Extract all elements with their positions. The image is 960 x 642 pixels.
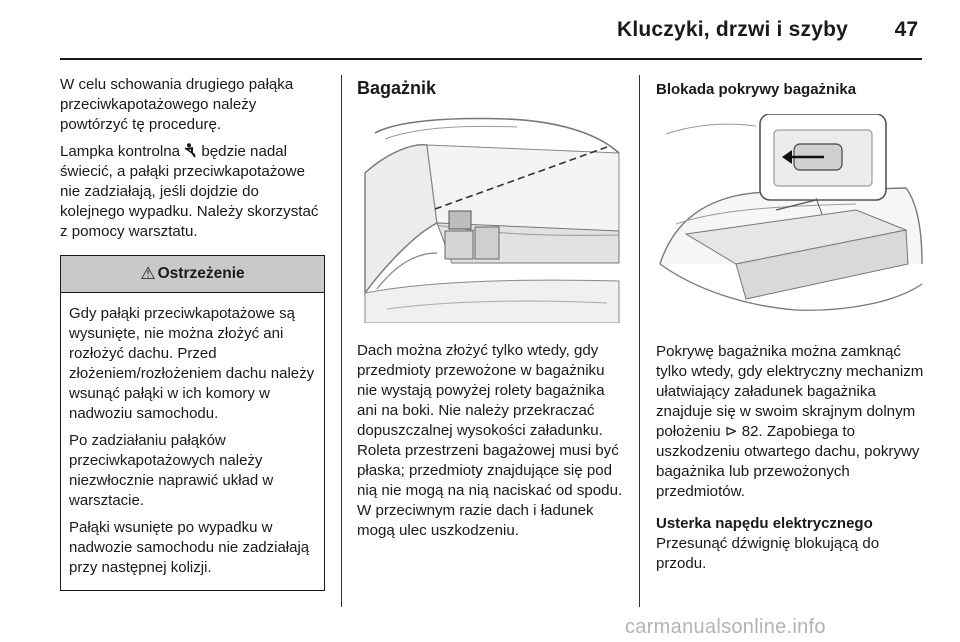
paragraph: Dach można złożyć tylko wtedy, gdy przedmioty przewożone w bagażniku nie wystają powyżej rolety bagażnika ani na boki. Nie należy przekraczać dopuszczalnej wysokości załadunku. Roleta przestrzeni bagażowej musi być płaska; przedmioty znajdujące się pod nią nie mogą na nią naciskać od spodu. W przeciwnym razie dach i ładunek mogą ulec uszkodzeniu. [357, 342, 623, 539]
warning-paragraph: Po zadziałaniu pałąków przeciwkapotażowych należy niezwłocznie naprawić układ w warsztacie. [69, 432, 274, 509]
page-reference[interactable]: 82. [741, 423, 763, 440]
column-divider-right [639, 75, 640, 607]
page-reference-arrow-icon: ⊳ [724, 423, 738, 440]
warning-title: Ostrzeżenie [157, 265, 245, 282]
column-3 [656, 75, 924, 574]
warning-paragraph: Gdy pałąki przeciwkapotażowe są wysunięte, nie można złożyć ani rozłożyć dachu. Przed złożeniem/rozłożeniem dachu należy wsunąć pałąki w ich komory w nadwoziu samochodu. [69, 305, 315, 422]
warning-paragraph: Pałąki wsunięte po wypadku w nadwozie samochodu nie zadziałają przy następnej kolizji. [69, 519, 310, 576]
seat-belt-icon [184, 143, 197, 160]
warning-header [61, 256, 324, 293]
subsection-title: Usterka napędu elektrycznego [656, 515, 873, 532]
page-number: 47 [894, 18, 918, 41]
trunk-lock-illustration [656, 114, 924, 324]
paragraph: Pokrywę bagażnika można zamknąć tylko wtedy, gdy elektryczny mechanizm ułatwiający załadunek bagażnika znajduje się w swoim skrajnym dolnym położeniu ⊳ 82. Zapobiega to uszkodzeniu otwartego dachu, pokrywy bagażnika lub przewożonych przedmiotów. [656, 343, 924, 500]
paragraph: Przesunąć dźwignię blokującą do przodu. [656, 535, 880, 572]
column-2 [357, 75, 625, 541]
trunk-illustration [357, 113, 625, 323]
column-1 [60, 75, 325, 591]
column-divider-left [341, 75, 342, 607]
warning-body [61, 293, 324, 590]
page-header-title: Kluczyki, drzwi i szyby [616, 18, 848, 41]
paragraph: Lampka kontrolna będzie nadal świecić, a pałąki przeciwkapotażowe nie zadziałają, jeśli dojdzie do kolejnego wypadku. Należy skorzystać z pomocy warsztatu. [60, 143, 319, 240]
section-title: Bagażnik [357, 78, 437, 98]
warning-box [60, 255, 325, 591]
warning-triangle-icon: ⚠ [140, 264, 156, 283]
header-rule [60, 58, 922, 60]
footer-watermark: carmanualsonline.info [625, 616, 826, 638]
section-title: Blokada pokrywy bagażnika [656, 81, 857, 98]
paragraph: W celu schowania drugiego pałąka przeciwkapotażowego należy powtórzyć tę procedurę. [60, 76, 294, 133]
